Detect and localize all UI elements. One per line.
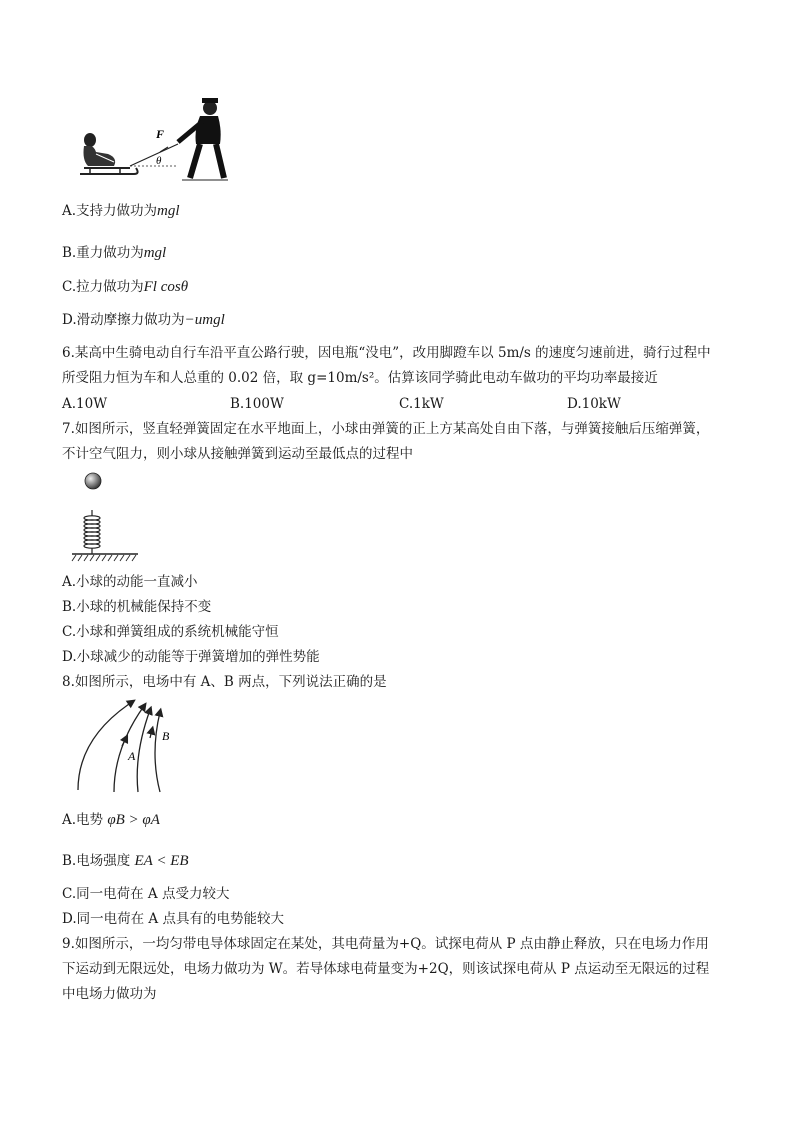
q7-stem-line1: 7.如图所示，竖直轻弹簧固定在水平地面上，小球由弹簧的正上方某高处自由下落，与弹簧接触后压缩弹簧， <box>62 421 710 437</box>
q9-stem-line3: 中电场力做功为 <box>62 986 157 1002</box>
spring-figure <box>70 470 142 564</box>
q7-option-c: C.小球和弹簧组成的系统机械能守恒 <box>62 624 279 640</box>
sled-angle-label: θ <box>156 155 162 167</box>
q7-option-b: B.小球的机械能保持不变 <box>62 599 212 615</box>
q8-option-d: D.同一电荷在 A 点具有的电势能较大 <box>62 911 284 927</box>
q8-option-c: C.同一电荷在 A 点受力较大 <box>62 886 230 902</box>
q5-option-c-text: C.拉力做功为 <box>62 279 144 295</box>
q8-stem: 8.如图所示，电场中有 A、B 两点，下列说法正确的是 <box>62 674 387 690</box>
q8-option-a <box>62 811 160 829</box>
q8-option-b-text: B.电场强度 <box>62 853 131 869</box>
q9-stem-line2: 下运动到无限远处，电场力做功为 W。若导体球电荷量变为+2Q，则该试探电荷从 P 点运动至无限远的过程 <box>62 961 710 977</box>
q6-option-d: D.10kW <box>567 396 621 412</box>
q5-option-a <box>62 202 180 220</box>
spring <box>84 510 100 554</box>
field-line-4 <box>155 712 160 792</box>
sled-figure <box>74 96 234 182</box>
q7-option-a: A.小球的动能一直减小 <box>62 574 198 590</box>
q5-option-c <box>62 278 188 296</box>
q8-option-a-math: φB > φA <box>107 812 160 828</box>
q5-option-d-math: −umgl <box>184 312 225 328</box>
field-line-3 <box>137 710 150 792</box>
q5-option-d <box>62 311 225 329</box>
q6-stem-line2: 所受阻力恒为车和人总重的 0.02 倍，取 g=10m/s²。估算该同学骑此电动车做功的平均功率最接近 <box>62 370 658 386</box>
q8-option-b <box>62 852 189 870</box>
q5-option-a-math: mgl <box>157 203 180 219</box>
field-label-B: B <box>162 729 170 743</box>
electric-field-figure <box>64 698 194 796</box>
field-label-A: A <box>128 749 136 763</box>
q5-option-a-text: A.支持力做功为 <box>62 203 158 219</box>
q5-option-b <box>62 244 166 262</box>
q6-option-a: A.10W <box>62 396 108 412</box>
sled-force-label: F <box>156 127 165 141</box>
q6-stem-line1: 6.某高中生骑电动自行车沿平直公路行驶，因电瓶“没电”，改用脚蹬车以 5m/s 的速度匀速前进，骑行过程中 <box>62 345 711 361</box>
q6-option-b: B.100W <box>230 396 284 412</box>
q8-option-a-text: A.电势 <box>62 812 104 828</box>
q7-stem-line2: 不计空气阻力，则小球从接触弹簧到运动至最低点的过程中 <box>62 446 413 462</box>
ball <box>85 473 101 489</box>
q5-option-d-text: D.滑动摩擦力做功为 <box>62 312 185 328</box>
q7-option-d: D.小球减少的动能等于弹簧增加的弹性势能 <box>62 649 320 665</box>
q9-stem-line1: 9.如图所示，一均匀带电导体球固定在某处，其电荷量为+Q。试探电荷从 P 点由静止释放，只在电场力作用 <box>62 936 709 952</box>
q6-option-c: C.1kW <box>399 396 444 412</box>
q5-option-b-text: B.重力做功为 <box>62 245 144 261</box>
field-line-1 <box>78 702 132 790</box>
q5-option-b-math: mgl <box>143 245 167 261</box>
q8-option-b-math: EA < EB <box>134 853 189 869</box>
q5-option-c-math: Fl cosθ <box>143 279 189 295</box>
